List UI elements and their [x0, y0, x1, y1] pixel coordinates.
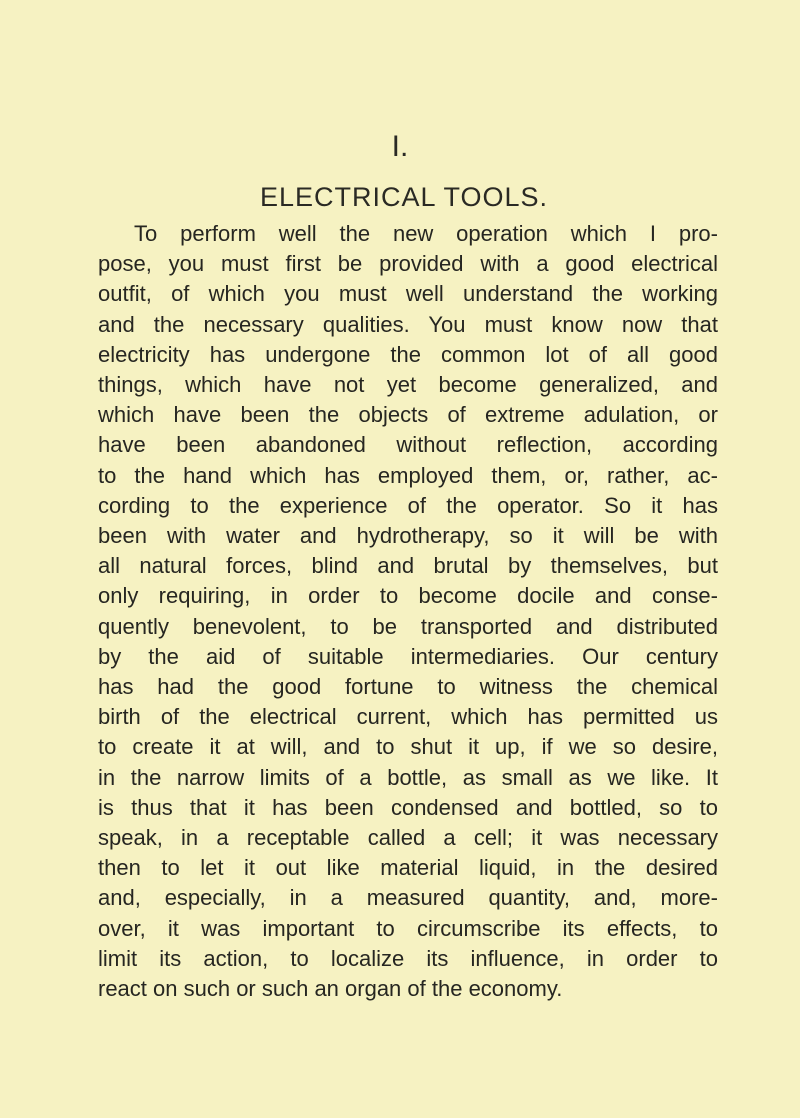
- paragraph-line: electricity has undergone the common lot of all good: [98, 341, 718, 367]
- paragraph-line: speak, in a receptable called a cell; it was necessary: [98, 825, 718, 851]
- chapter-title: ELECTRICAL TOOLS.: [259, 182, 549, 212]
- paragraph-line: which have been the objects of extreme adulation, or: [98, 402, 718, 428]
- paragraph-line: to the hand which has employed them, or, rather, ac-: [98, 462, 718, 488]
- paragraph-line: and, especially, in a measured quantity, and, more-: [98, 885, 718, 911]
- paragraph-line: over, it was important to circumscribe its effects, to: [98, 915, 718, 941]
- paragraph-line: and the necessary qualities. You must know now that: [98, 311, 718, 337]
- paragraph-line: pose, you must first be provided with a good electrical: [98, 251, 718, 277]
- paragraph-line: To perform well the new operation which I pro-: [134, 221, 718, 246]
- paragraph-line: have been abandoned without reflection, according: [98, 432, 718, 458]
- paragraph-line: all natural forces, blind and brutal by themselves, but: [98, 553, 718, 579]
- paragraph-line: is thus that it has been condensed and bottled, so to: [98, 794, 718, 820]
- paragraph-line: been with water and hydrotherapy, so it will be with: [98, 523, 718, 549]
- paragraph-line: things, which have not yet become generalized, and: [98, 372, 718, 398]
- paragraph-line: birth of the electrical current, which has permitted us: [98, 704, 718, 730]
- paragraph-line: limit its action, to localize its influence, in order to: [98, 945, 718, 971]
- paragraph-line: react on such or such an organ of the economy.: [98, 976, 563, 1002]
- paragraph-line: in the narrow limits of a bottle, as small as we like. It: [98, 764, 718, 790]
- paragraph-line: by the aid of suitable intermediaries. Our century: [98, 643, 718, 669]
- paragraph-line: cording to the experience of the operator. So it has: [98, 492, 718, 518]
- paragraph-line: outfit, of which you must well understand the working: [98, 281, 718, 307]
- chapter-paragraph: [98, 219, 718, 1004]
- paragraph-line: only requiring, in order to become docile and conse-: [98, 583, 718, 609]
- paragraph-line: quently benevolent, to be transported and distributed: [98, 613, 718, 639]
- paragraph-line: to create it at will, and to shut it up, if we so desire,: [98, 734, 718, 760]
- chapter-number: I.: [391, 130, 409, 163]
- paragraph-line: has had the good fortune to witness the chemical: [98, 674, 718, 700]
- paragraph-line: then to let it out like material liquid, in the desired: [98, 855, 718, 881]
